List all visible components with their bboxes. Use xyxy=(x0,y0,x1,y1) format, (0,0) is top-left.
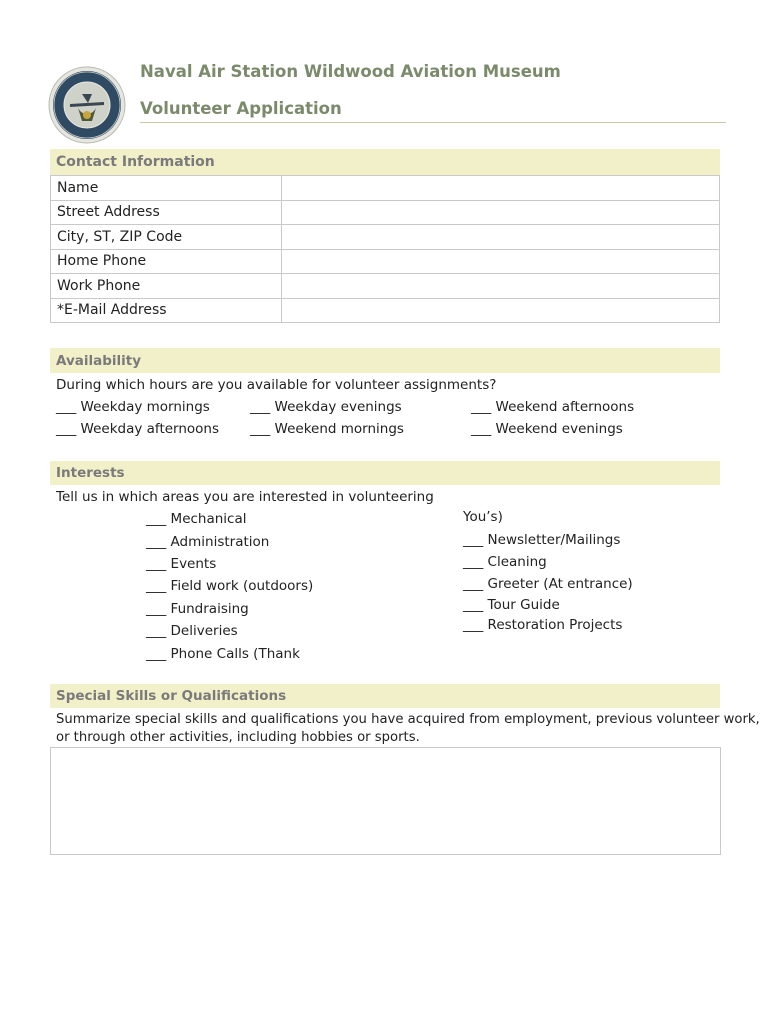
phone-calls-continuation: You’s) xyxy=(463,509,503,525)
museum-seal-icon xyxy=(48,66,126,144)
skills-prompt-line-1: Summarize special skills and qualifications you have acquired from employment, previous volunteer work, xyxy=(56,712,760,727)
contact-label: City, ST, ZIP Code xyxy=(51,225,282,250)
availability-question: During which hours are you available for volunteer assignments? xyxy=(56,377,497,393)
interest-mechanical[interactable]: ___ Mechanical xyxy=(146,511,247,527)
option-weekday-mornings[interactable]: ___ Weekday mornings xyxy=(56,399,210,415)
city-state-zip-field[interactable] xyxy=(282,225,720,250)
interest-cleaning[interactable]: ___ Cleaning xyxy=(463,554,547,570)
option-weekday-afternoons[interactable]: ___ Weekday afternoons xyxy=(56,421,220,437)
table-row xyxy=(51,225,720,250)
contact-label: Work Phone xyxy=(51,274,282,299)
name-field[interactable] xyxy=(282,176,720,201)
table-row xyxy=(51,274,720,299)
table-row xyxy=(51,200,720,225)
interest-fundraising[interactable]: ___ Fundraising xyxy=(146,601,249,617)
skills-heading: Special Skills or Qualifications xyxy=(56,688,287,704)
interest-administration[interactable]: ___ Administration xyxy=(146,534,270,550)
interest-field-work[interactable]: ___ Field work (outdoors) xyxy=(146,578,314,594)
interest-deliveries[interactable]: ___ Deliveries xyxy=(146,623,238,639)
street-address-field[interactable] xyxy=(282,200,720,225)
contact-label: Name xyxy=(51,176,282,201)
interests-prompt: Tell us in which areas you are interested in volunteering xyxy=(56,489,434,505)
contact-label: Home Phone xyxy=(51,249,282,274)
museum-title: Naval Air Station Wildwood Aviation Museum xyxy=(140,62,561,81)
skills-prompt-line-2: or through other activities, including hobbies or sports. xyxy=(56,730,420,745)
option-weekend-mornings[interactable]: ___ Weekend mornings xyxy=(250,421,404,437)
table-row xyxy=(51,176,720,201)
skills-section-header xyxy=(50,684,720,708)
interests-heading: Interests xyxy=(56,465,125,481)
title-divider xyxy=(140,122,726,123)
contact-section-header xyxy=(50,149,720,175)
contact-label: Street Address xyxy=(51,200,282,225)
table-row xyxy=(51,249,720,274)
option-weekday-evenings[interactable]: ___ Weekday evenings xyxy=(250,399,402,415)
interest-events[interactable]: ___ Events xyxy=(146,556,217,572)
interests-section-header xyxy=(50,461,720,485)
skills-text-area[interactable] xyxy=(50,747,721,855)
contact-table xyxy=(50,175,720,323)
email-field[interactable] xyxy=(282,298,720,323)
form-subtitle: Volunteer Application xyxy=(140,99,342,118)
availability-heading: Availability xyxy=(56,352,142,369)
availability-section-header xyxy=(50,348,720,373)
work-phone-field[interactable] xyxy=(282,274,720,299)
contact-heading: Contact Information xyxy=(56,154,215,170)
table-row xyxy=(51,298,720,323)
interest-tour-guide[interactable]: ___ Tour Guide xyxy=(463,597,560,613)
interest-restoration[interactable]: ___ Restoration Projects xyxy=(463,617,623,633)
interest-phone-calls[interactable]: ___ Phone Calls (Thank xyxy=(146,646,300,662)
interest-greeter[interactable]: ___ Greeter (At entrance) xyxy=(463,576,633,592)
interest-newsletter[interactable]: ___ Newsletter/Mailings xyxy=(463,532,621,548)
contact-label: *E-Mail Address xyxy=(51,298,282,323)
option-weekend-evenings[interactable]: ___ Weekend evenings xyxy=(471,421,623,437)
home-phone-field[interactable] xyxy=(282,249,720,274)
option-weekend-afternoons[interactable]: ___ Weekend afternoons xyxy=(471,399,635,415)
